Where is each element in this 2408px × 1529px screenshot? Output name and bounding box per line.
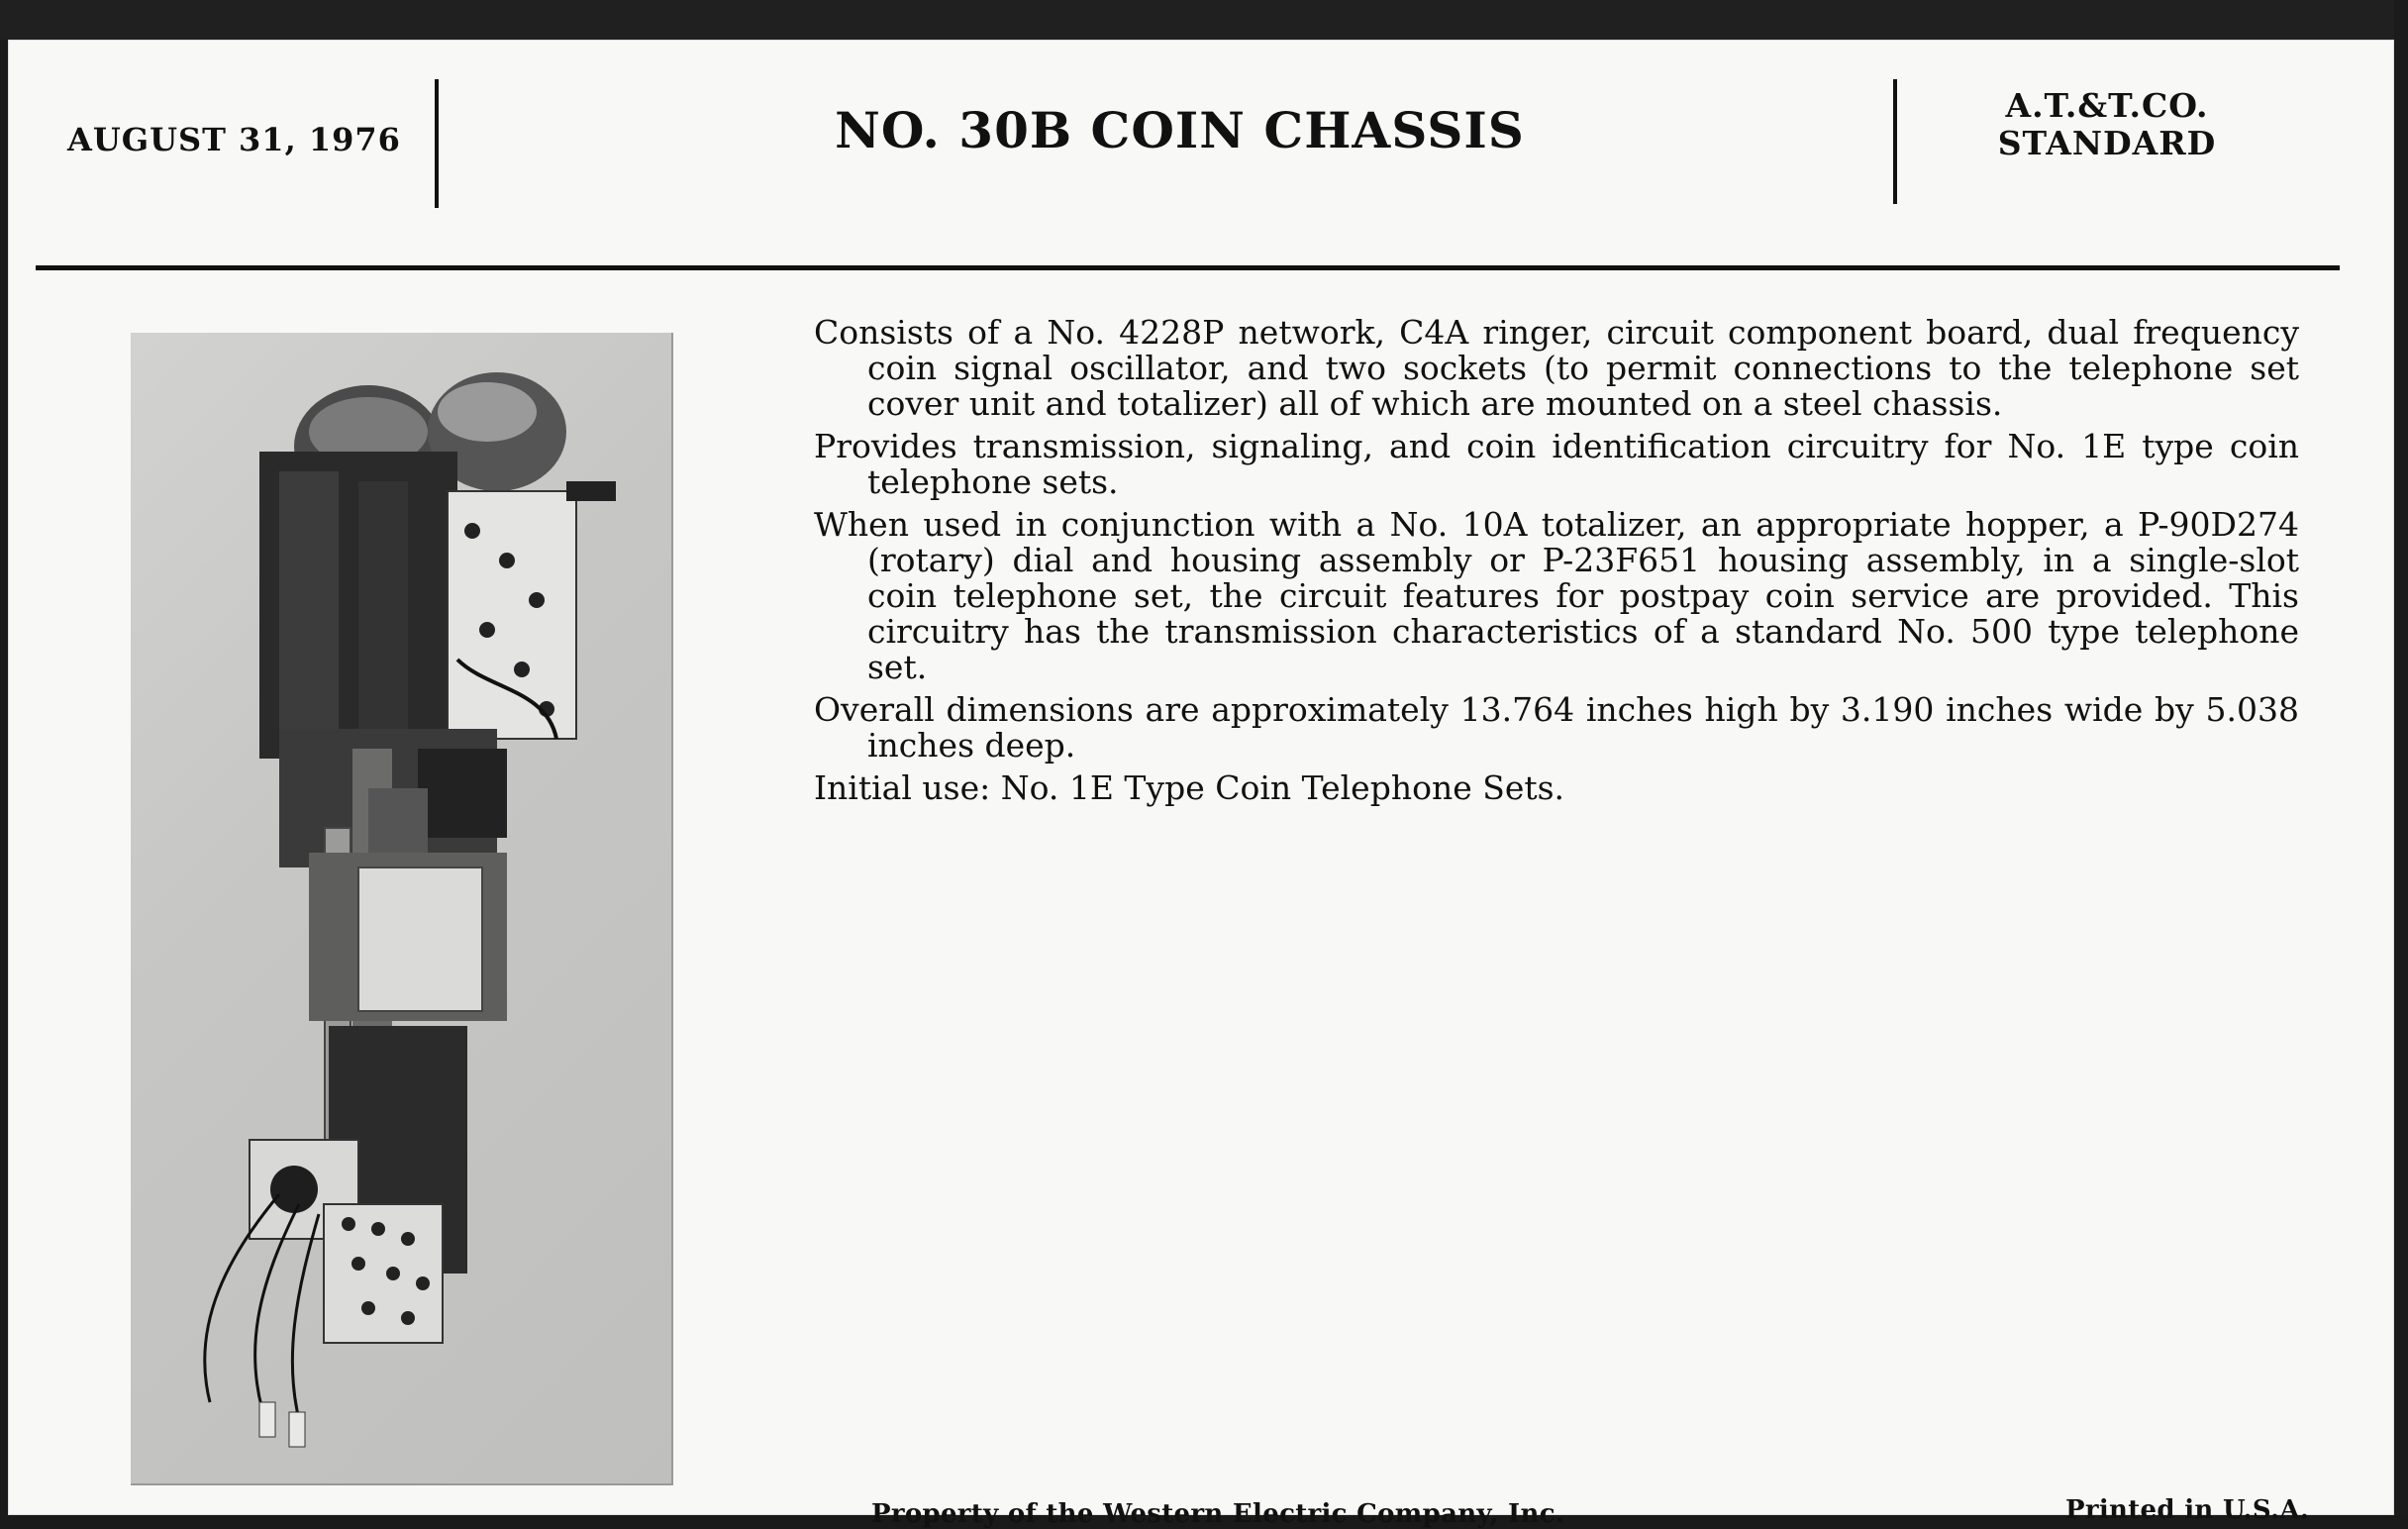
chassis-illustration: [131, 333, 671, 1483]
issue-date: AUGUST 31, 1976: [67, 121, 401, 158]
description-body: [814, 315, 2299, 813]
coin-chassis-photo: [131, 333, 673, 1485]
scan-top-edge: [0, 0, 2408, 40]
description-paragraph: Overall dimensions are approximately 13.764 inches high by 3.190 inches wide by 5.038 inches deep.: [814, 690, 2299, 764]
description-paragraph: When used in conjunction with a No. 10A totalizer, an appropriate hopper, a P-90D274 (rotary) dial and housing assembly or P-23F651 housing assembly, in a single-slot coin telephone set, the circuit features for postpay coin service are provided. This circuitry has the transmission characteristics of a standard No. 500 type telephone set.: [814, 505, 2299, 686]
description-paragraph: Provides transmission, signaling, and coin identification circuitry for No. 1E type coin telephone sets.: [814, 427, 2299, 501]
header-divider-left: [435, 79, 439, 208]
page-title: NO. 30B COIN CHASSIS: [835, 101, 1525, 159]
header-divider-right: [1893, 79, 1897, 204]
standard-line-2: STANDARD: [1997, 124, 2217, 162]
description-paragraph: Consists of a No. 4228P network, C4A ringer, circuit component board, dual frequency coin signal oscillator, and two sockets (to permit connections to the telephone set cover unit and totalizer) all of which are mounted on a steel chassis.: [814, 313, 2299, 423]
printed-notice: Printed in U.S.A.: [2065, 1495, 2310, 1525]
scan-right-edge: [2394, 0, 2408, 1515]
spec-card: [8, 40, 2394, 1529]
standard-label: [1899, 87, 2315, 162]
standard-line-1: A.T.&T.CO.: [2005, 86, 2209, 125]
property-notice: Property of the Western Electric Company, Inc.: [871, 1499, 1565, 1529]
description-paragraph: Initial use: No. 1E Type Coin Telephone Sets.: [814, 768, 1565, 807]
header-rule: [36, 265, 2340, 270]
